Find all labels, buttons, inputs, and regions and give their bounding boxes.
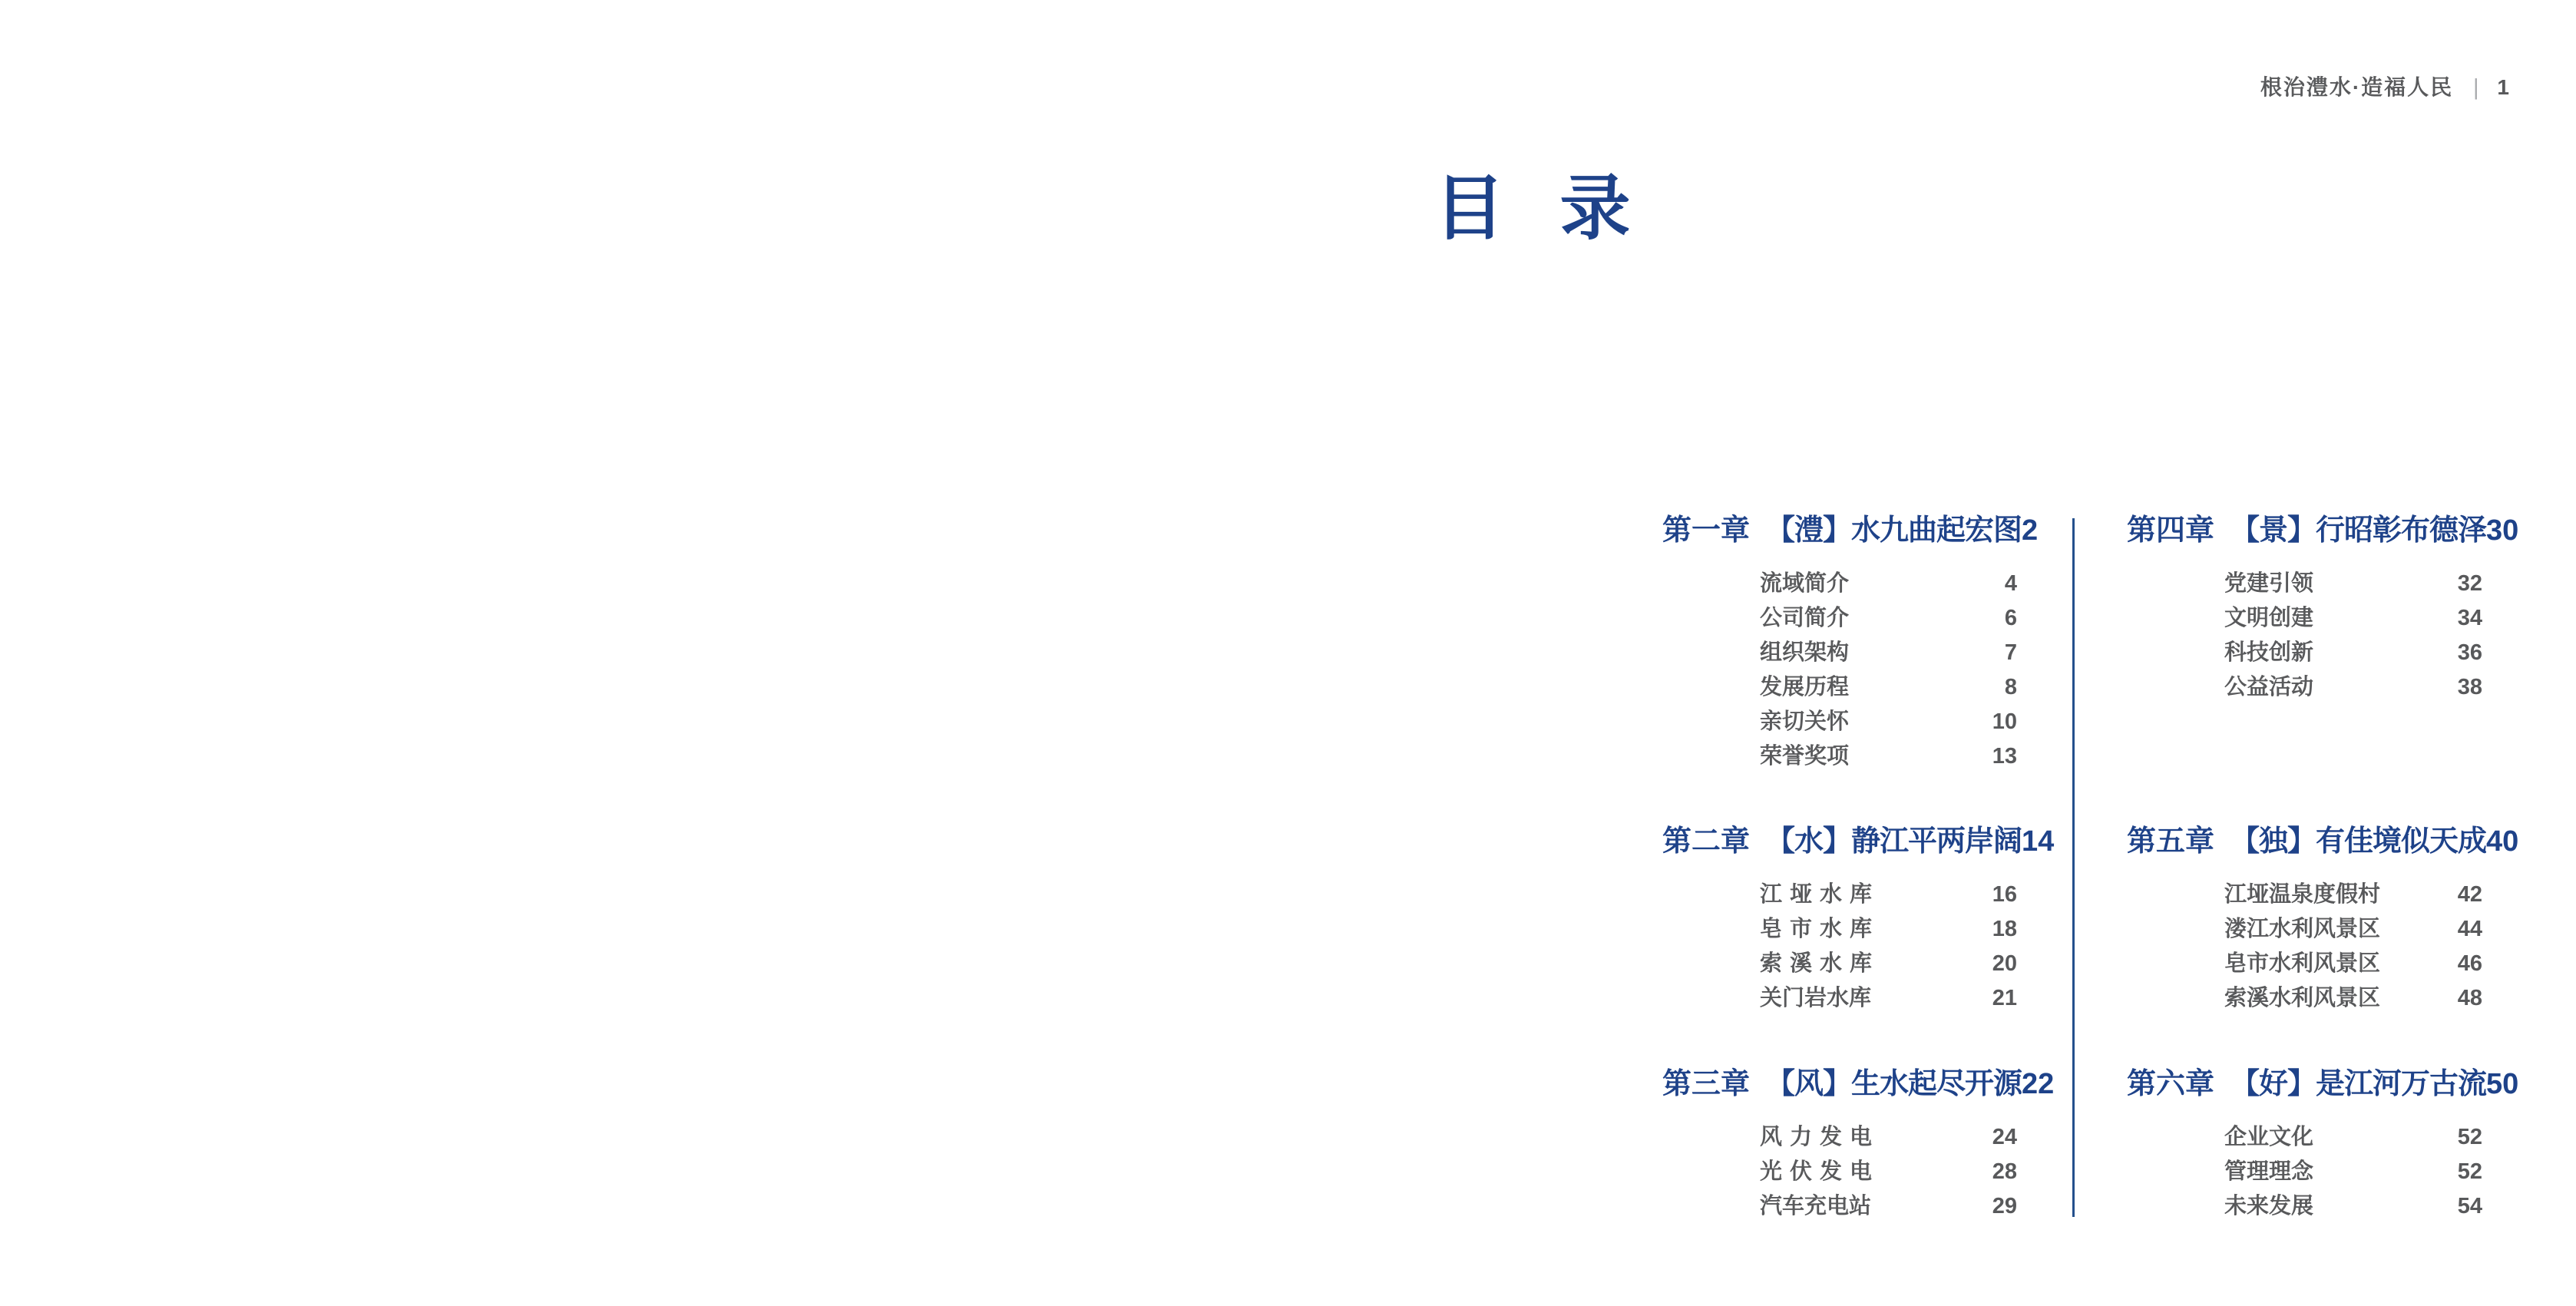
chapter-title: 【水】静江平两岸阔 <box>1766 825 2022 858</box>
toc-item <box>2224 1155 2482 1189</box>
toc-item-label: 溇江水利风景区 <box>2224 917 2381 941</box>
chapter-page-number: 2 <box>2022 514 2039 547</box>
chapter-heading <box>2127 1067 2519 1101</box>
chapter-page-number: 14 <box>2022 825 2055 858</box>
toc-item-label: 荣誉奖项 <box>1760 744 1850 769</box>
chapter-number: 第一章 <box>1662 514 1751 547</box>
toc-item <box>1760 739 2017 774</box>
toc-item-label: 亲切关怀 <box>1760 709 1850 734</box>
toc-item <box>2224 981 2482 1016</box>
toc-item-label: 索溪水利风景区 <box>2224 986 2381 1010</box>
toc-item-label: 汽车充电站 <box>1760 1194 1872 1218</box>
toc-item-page: 34 <box>2457 606 2482 630</box>
chapter-title: 【景】行昭彰布德泽 <box>2230 514 2487 547</box>
toc-item-page: 24 <box>1992 1125 2017 1149</box>
chapter-number: 第六章 <box>2127 1068 2215 1100</box>
toc-item <box>2224 1120 2482 1155</box>
toc-item-page: 18 <box>1992 917 2017 941</box>
toc-item <box>1760 567 2017 601</box>
toc-item-page: 6 <box>2004 606 2017 630</box>
toc-item-page: 28 <box>1992 1159 2017 1184</box>
toc-item-page: 42 <box>2457 882 2482 907</box>
toc-item-page: 20 <box>1992 951 2017 976</box>
chapter-number: 第三章 <box>1662 1068 1751 1100</box>
chapter-title: 【风】生水起尽开源 <box>1766 1068 2022 1100</box>
page-title: 目 录 <box>1434 170 1632 248</box>
toc-item-label: 企业文化 <box>2224 1125 2314 1149</box>
toc-chapter-1 <box>1662 514 2039 774</box>
column-divider <box>2072 518 2075 1217</box>
toc-item-label: 皂市水库 <box>1760 917 1872 941</box>
toc-item-label: 皂市水利风景区 <box>2224 951 2381 976</box>
toc-item-label: 关门岩水库 <box>1760 986 1872 1010</box>
toc-item-page: 54 <box>2457 1194 2482 1218</box>
chapter-page-number: 50 <box>2486 1068 2519 1100</box>
chapter-heading <box>2127 514 2519 547</box>
toc-column-right <box>2127 0 2519 1306</box>
toc-column-left <box>1662 0 2055 1306</box>
toc-item <box>2224 601 2482 636</box>
chapter-page-number: 40 <box>2486 825 2519 858</box>
toc-item-page: 4 <box>2004 571 2017 596</box>
toc-item <box>1760 981 2017 1016</box>
toc-item-page: 46 <box>2457 951 2482 976</box>
toc-item-label: 党建引领 <box>2224 571 2314 596</box>
toc-item <box>1760 947 2017 981</box>
toc-item <box>1760 705 2017 739</box>
toc-item-page: 16 <box>1992 882 2017 907</box>
toc-item-page: 7 <box>2004 640 2017 665</box>
toc-item <box>1760 1120 2017 1155</box>
chapter-item-list <box>1760 878 2017 1016</box>
toc-item-label: 光伏发电 <box>1760 1159 1872 1184</box>
chapter-number: 第二章 <box>1662 825 1751 858</box>
chapter-title: 【好】是江河万古流 <box>2230 1068 2487 1100</box>
toc-item-label: 管理理念 <box>2224 1159 2314 1184</box>
chapter-heading <box>2127 825 2519 858</box>
toc-chapter-4 <box>2127 514 2519 705</box>
toc-item <box>2224 912 2482 947</box>
chapter-heading <box>1662 514 2039 547</box>
toc-chapter-2 <box>1662 825 2055 1016</box>
toc-item <box>1760 601 2017 636</box>
header-slogan: 根治澧水·造福人民 <box>2260 75 2454 99</box>
toc-item <box>1760 1155 2017 1189</box>
toc-item-page: 44 <box>2457 917 2482 941</box>
chapter-number: 第四章 <box>2127 514 2215 547</box>
toc-chapter-6 <box>2127 1067 2519 1224</box>
chapter-item-list <box>2224 567 2482 705</box>
toc-item-label: 组织架构 <box>1760 640 1850 665</box>
toc-item-page: 8 <box>2004 675 2017 699</box>
toc-chapter-3 <box>1662 1067 2055 1224</box>
toc-item-label: 科技创新 <box>2224 640 2314 665</box>
toc-item-page: 32 <box>2457 571 2482 596</box>
chapter-heading <box>1662 1067 2055 1101</box>
toc-item-label: 索溪水库 <box>1760 951 1872 976</box>
toc-item-page: 38 <box>2457 675 2482 699</box>
chapter-item-list <box>2224 878 2482 1016</box>
header-page-number: 1 <box>2497 75 2511 99</box>
toc-item <box>2224 636 2482 670</box>
toc-item-label: 流域简介 <box>1760 571 1850 596</box>
toc-item <box>1760 670 2017 705</box>
toc-item-page: 36 <box>2457 640 2482 665</box>
toc-item <box>1760 636 2017 670</box>
toc-item-page: 21 <box>1992 986 2017 1010</box>
toc-item-page: 52 <box>2457 1125 2482 1149</box>
chapter-item-list <box>2224 1120 2482 1224</box>
toc-item-label: 文明创建 <box>2224 606 2314 630</box>
toc-item <box>2224 670 2482 705</box>
toc-item-label: 公益活动 <box>2224 675 2314 699</box>
chapter-page-number: 30 <box>2486 514 2519 547</box>
toc-item-page: 29 <box>1992 1194 2017 1218</box>
chapter-heading <box>1662 825 2055 858</box>
chapter-title: 【澧】水九曲起宏图 <box>1766 514 2022 547</box>
toc-item-label: 江垭水库 <box>1760 882 1872 907</box>
header-separator: | <box>2473 74 2481 100</box>
toc-item <box>1760 878 2017 912</box>
toc-item-label: 风力发电 <box>1760 1125 1872 1149</box>
toc-item <box>2224 1189 2482 1224</box>
chapter-item-list <box>1760 1120 2017 1224</box>
chapter-title: 【独】有佳境似天成 <box>2230 825 2487 858</box>
toc-item <box>2224 878 2482 912</box>
toc-chapter-5 <box>2127 825 2519 1016</box>
toc-item-page: 10 <box>1992 709 2017 734</box>
toc-item-label: 江垭温泉度假村 <box>2224 882 2381 907</box>
toc-item-label: 公司简介 <box>1760 606 1850 630</box>
toc-item-page: 52 <box>2457 1159 2482 1184</box>
toc-item <box>1760 912 2017 947</box>
toc-item <box>1760 1189 2017 1224</box>
toc-item <box>2224 567 2482 601</box>
toc-item-page: 48 <box>2457 986 2482 1010</box>
toc-item-page: 13 <box>1992 744 2017 769</box>
toc-item <box>2224 947 2482 981</box>
toc-item-label: 发展历程 <box>1760 675 1850 699</box>
chapter-item-list <box>1760 567 2017 774</box>
toc-item-label: 未来发展 <box>2224 1194 2314 1218</box>
chapter-page-number: 22 <box>2022 1068 2055 1100</box>
chapter-number: 第五章 <box>2127 825 2215 858</box>
